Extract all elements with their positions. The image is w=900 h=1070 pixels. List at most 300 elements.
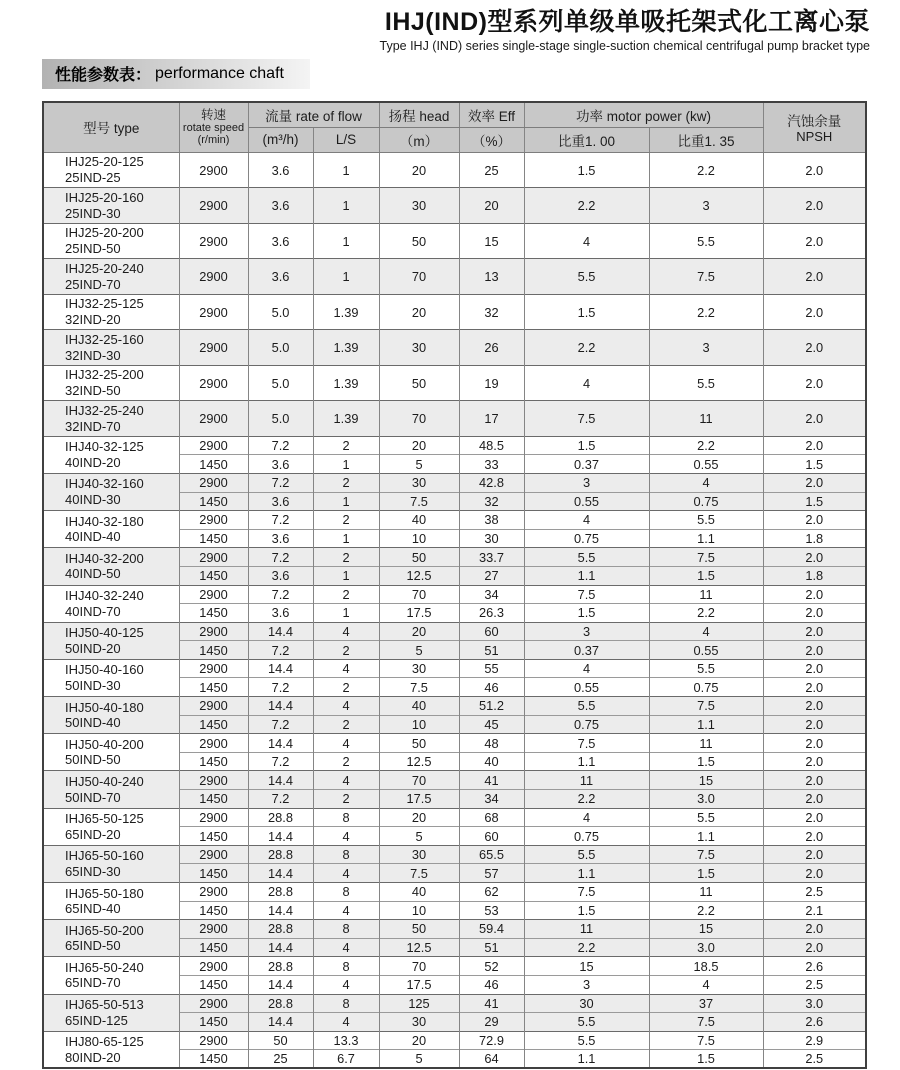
- cell-npsh: 2.5: [763, 975, 866, 994]
- model-type-cell: IHJ65-50-160 65IND-30: [43, 845, 179, 882]
- cell-flow_ls: 2: [313, 752, 379, 771]
- cell-head: 70: [379, 259, 459, 295]
- cell-p100: 2.2: [524, 188, 649, 224]
- model-type-cell: IHJ32-25-200 32IND-50: [43, 365, 179, 401]
- cell-speed: 1450: [179, 641, 248, 660]
- cell-flow_m3h: 14.4: [248, 1013, 313, 1032]
- cell-p135: 0.55: [649, 641, 763, 660]
- cell-p135: 4: [649, 622, 763, 641]
- cell-eff: 72.9: [459, 1031, 524, 1050]
- cell-eff: 41: [459, 771, 524, 790]
- cell-flow_ls: 4: [313, 771, 379, 790]
- cell-flow_ls: 2: [313, 548, 379, 567]
- cell-eff: 60: [459, 827, 524, 846]
- cell-flow_ls: 8: [313, 957, 379, 976]
- cell-p135: 11: [649, 883, 763, 902]
- cell-p135: 2.2: [649, 901, 763, 920]
- cell-eff: 51.2: [459, 697, 524, 716]
- cell-npsh: 2.0: [763, 188, 866, 224]
- cell-flow_m3h: 3.6: [248, 604, 313, 623]
- table-row: [43, 259, 866, 295]
- cell-eff: 46: [459, 975, 524, 994]
- model-type-cell: IHJ25-20-160 25IND-30: [43, 188, 179, 224]
- cell-head: 17.5: [379, 975, 459, 994]
- table-header: [43, 102, 866, 153]
- cell-npsh: 1.8: [763, 566, 866, 585]
- cell-p100: 3: [524, 975, 649, 994]
- cell-speed: 2900: [179, 845, 248, 864]
- cell-eff: 59.4: [459, 920, 524, 939]
- col-header-npsh: [763, 102, 866, 153]
- cell-p135: 4: [649, 473, 763, 492]
- cell-npsh: 2.0: [763, 864, 866, 883]
- performance-table: [42, 101, 867, 1070]
- col-header-eff: 效率 Eff: [459, 102, 524, 128]
- cell-flow_ls: 1.39: [313, 294, 379, 330]
- cell-p100: 2.2: [524, 790, 649, 809]
- cell-eff: 15: [459, 223, 524, 259]
- cell-flow_m3h: 50: [248, 1031, 313, 1050]
- cell-npsh: 2.0: [763, 808, 866, 827]
- cell-head: 17.5: [379, 604, 459, 623]
- cell-head: 50: [379, 223, 459, 259]
- model-type-cell: IHJ40-32-125 40IND-20: [43, 436, 179, 473]
- cell-npsh: 2.0: [763, 585, 866, 604]
- cell-speed: 1450: [179, 1050, 248, 1069]
- cell-p135: 3.0: [649, 790, 763, 809]
- cell-flow_ls: 4: [313, 734, 379, 753]
- cell-p100: 0.75: [524, 529, 649, 548]
- cell-eff: 55: [459, 659, 524, 678]
- cell-flow_m3h: 5.0: [248, 401, 313, 437]
- cell-p100: 1.1: [524, 864, 649, 883]
- cell-flow_m3h: 7.2: [248, 436, 313, 455]
- cell-npsh: 2.0: [763, 752, 866, 771]
- cell-eff: 65.5: [459, 845, 524, 864]
- cell-p135: 11: [649, 734, 763, 753]
- cell-speed: 1450: [179, 604, 248, 623]
- cell-p135: 1.1: [649, 715, 763, 734]
- cell-speed: 1450: [179, 752, 248, 771]
- cell-head: 20: [379, 294, 459, 330]
- cell-flow_m3h: 28.8: [248, 808, 313, 827]
- cell-p100: 1.5: [524, 901, 649, 920]
- cell-p135: 5.5: [649, 223, 763, 259]
- cell-p100: 4: [524, 365, 649, 401]
- cell-npsh: 1.5: [763, 492, 866, 511]
- cell-speed: 2900: [179, 259, 248, 295]
- cell-speed: 1450: [179, 790, 248, 809]
- cell-flow_m3h: 14.4: [248, 938, 313, 957]
- cell-flow_ls: 1: [313, 492, 379, 511]
- model-type-cell: IHJ32-25-240 32IND-70: [43, 401, 179, 437]
- cell-flow_m3h: 7.2: [248, 752, 313, 771]
- cell-npsh: 2.1: [763, 901, 866, 920]
- cell-flow_ls: 1: [313, 566, 379, 585]
- table-row: [43, 1031, 866, 1050]
- cell-p135: 5.5: [649, 659, 763, 678]
- cell-head: 12.5: [379, 566, 459, 585]
- cell-npsh: 2.0: [763, 152, 866, 188]
- cell-eff: 38: [459, 511, 524, 530]
- table-row: [43, 223, 866, 259]
- cell-flow_ls: 2: [313, 473, 379, 492]
- cell-head: 40: [379, 883, 459, 902]
- cell-flow_m3h: 14.4: [248, 975, 313, 994]
- cell-p100: 2.2: [524, 938, 649, 957]
- cell-p100: 3: [524, 473, 649, 492]
- cell-p100: 11: [524, 920, 649, 939]
- col-header-eff-unit: （%）: [459, 127, 524, 152]
- cell-p135: 2.2: [649, 294, 763, 330]
- cell-flow_m3h: 3.6: [248, 152, 313, 188]
- col-header-speed: [179, 102, 248, 153]
- cell-speed: 1450: [179, 492, 248, 511]
- cell-p100: 7.5: [524, 883, 649, 902]
- cell-flow_ls: 13.3: [313, 1031, 379, 1050]
- cell-p100: 11: [524, 771, 649, 790]
- cell-flow_ls: 1: [313, 188, 379, 224]
- cell-speed: 2900: [179, 401, 248, 437]
- cell-flow_ls: 4: [313, 975, 379, 994]
- cell-p100: 5.5: [524, 697, 649, 716]
- model-type-cell: IHJ25-20-200 25IND-50: [43, 223, 179, 259]
- table-row: [43, 659, 866, 678]
- col-header-head: 扬程 head: [379, 102, 459, 128]
- cell-p100: 1.5: [524, 152, 649, 188]
- cell-p135: 1.5: [649, 566, 763, 585]
- cell-flow_ls: 4: [313, 938, 379, 957]
- cell-p100: 0.55: [524, 492, 649, 511]
- page-subtitle: Type IHJ (IND) series single-stage single-suction chemical centrifugal pump bracket type: [379, 38, 870, 53]
- cell-flow_m3h: 3.6: [248, 492, 313, 511]
- cell-p135: 4: [649, 975, 763, 994]
- cell-eff: 34: [459, 585, 524, 604]
- col-header-head-unit: （m）: [379, 127, 459, 152]
- cell-speed: 2900: [179, 734, 248, 753]
- cell-eff: 60: [459, 622, 524, 641]
- table-row: [43, 473, 866, 492]
- col-header-power-100: 比重1. 00: [524, 127, 649, 152]
- model-type-cell: IHJ65-50-200 65IND-50: [43, 920, 179, 957]
- cell-flow_ls: 1: [313, 455, 379, 474]
- table-row: [43, 152, 866, 188]
- model-type-cell: IHJ32-25-125 32IND-20: [43, 294, 179, 330]
- cell-speed: 2900: [179, 365, 248, 401]
- cell-npsh: 2.0: [763, 436, 866, 455]
- cell-speed: 2900: [179, 585, 248, 604]
- cell-flow_m3h: 5.0: [248, 294, 313, 330]
- cell-flow_ls: 1: [313, 223, 379, 259]
- cell-eff: 41: [459, 994, 524, 1013]
- model-type-cell: IHJ50-40-180 50IND-40: [43, 697, 179, 734]
- cell-eff: 52: [459, 957, 524, 976]
- table-row: [43, 548, 866, 567]
- cell-flow_m3h: 7.2: [248, 790, 313, 809]
- col-header-power-135: 比重1. 35: [649, 127, 763, 152]
- table-row: [43, 365, 866, 401]
- cell-p135: 0.75: [649, 492, 763, 511]
- model-type-cell: IHJ50-40-160 50IND-30: [43, 659, 179, 696]
- cell-flow_m3h: 28.8: [248, 957, 313, 976]
- cell-flow_ls: 2: [313, 436, 379, 455]
- cell-eff: 26: [459, 330, 524, 366]
- cell-speed: 2900: [179, 188, 248, 224]
- title-block: [0, 0, 900, 53]
- cell-head: 17.5: [379, 790, 459, 809]
- cell-flow_ls: 8: [313, 883, 379, 902]
- cell-p100: 5.5: [524, 259, 649, 295]
- cell-head: 20: [379, 152, 459, 188]
- cell-head: 10: [379, 529, 459, 548]
- cell-speed: 2900: [179, 697, 248, 716]
- cell-speed: 1450: [179, 827, 248, 846]
- cell-head: 30: [379, 188, 459, 224]
- cell-p135: 5.5: [649, 808, 763, 827]
- cell-p135: 11: [649, 401, 763, 437]
- cell-p135: 37: [649, 994, 763, 1013]
- cell-flow_ls: 4: [313, 622, 379, 641]
- cell-eff: 51: [459, 641, 524, 660]
- cell-flow_m3h: 5.0: [248, 365, 313, 401]
- cell-npsh: 2.0: [763, 938, 866, 957]
- cell-speed: 2900: [179, 771, 248, 790]
- cell-speed: 1450: [179, 901, 248, 920]
- model-type-cell: IHJ80-65-125 80IND-20: [43, 1031, 179, 1068]
- cell-eff: 34: [459, 790, 524, 809]
- cell-flow_ls: 2: [313, 641, 379, 660]
- cell-flow_m3h: 14.4: [248, 697, 313, 716]
- cell-flow_m3h: 7.2: [248, 585, 313, 604]
- cell-npsh: 2.0: [763, 678, 866, 697]
- table-row: [43, 622, 866, 641]
- table-row: [43, 883, 866, 902]
- col-header-speed-en: rotate speed: [182, 122, 245, 135]
- model-type-cell: IHJ40-32-240 40IND-70: [43, 585, 179, 622]
- cell-p100: 30: [524, 994, 649, 1013]
- cell-p100: 4: [524, 511, 649, 530]
- cell-p135: 1.1: [649, 827, 763, 846]
- cell-eff: 32: [459, 294, 524, 330]
- model-type-cell: IHJ65-50-125 65IND-20: [43, 808, 179, 845]
- cell-npsh: 2.0: [763, 259, 866, 295]
- cell-flow_ls: 1: [313, 529, 379, 548]
- cell-p135: 7.5: [649, 845, 763, 864]
- cell-flow_m3h: 14.4: [248, 659, 313, 678]
- cell-p100: 0.37: [524, 455, 649, 474]
- table-body: [43, 152, 866, 1068]
- cell-npsh: 2.0: [763, 659, 866, 678]
- model-type-cell: IHJ40-32-160 40IND-30: [43, 473, 179, 510]
- cell-flow_m3h: 14.4: [248, 622, 313, 641]
- cell-npsh: 2.6: [763, 957, 866, 976]
- cell-p100: 1.1: [524, 566, 649, 585]
- cell-eff: 13: [459, 259, 524, 295]
- cell-head: 20: [379, 436, 459, 455]
- model-type-cell: IHJ65-50-513 65IND-125: [43, 994, 179, 1031]
- table-row: [43, 845, 866, 864]
- cell-speed: 2900: [179, 436, 248, 455]
- cell-p135: 15: [649, 771, 763, 790]
- cell-eff: 33.7: [459, 548, 524, 567]
- cell-head: 30: [379, 659, 459, 678]
- cell-head: 5: [379, 827, 459, 846]
- cell-p135: 15: [649, 920, 763, 939]
- cell-npsh: 2.0: [763, 511, 866, 530]
- table-row: [43, 436, 866, 455]
- model-type-cell: IHJ40-32-180 40IND-40: [43, 511, 179, 548]
- cell-p100: 1.5: [524, 604, 649, 623]
- cell-speed: 2900: [179, 957, 248, 976]
- model-type-cell: IHJ25-20-240 25IND-70: [43, 259, 179, 295]
- cell-speed: 2900: [179, 294, 248, 330]
- cell-speed: 1450: [179, 975, 248, 994]
- cell-npsh: 3.0: [763, 994, 866, 1013]
- cell-npsh: 2.5: [763, 1050, 866, 1069]
- cell-p135: 2.2: [649, 436, 763, 455]
- cell-eff: 57: [459, 864, 524, 883]
- cell-npsh: 2.0: [763, 697, 866, 716]
- cell-eff: 20: [459, 188, 524, 224]
- cell-flow_ls: 1: [313, 259, 379, 295]
- model-type-cell: IHJ50-40-240 50IND-70: [43, 771, 179, 808]
- model-type-cell: IHJ40-32-200 40IND-50: [43, 548, 179, 585]
- cell-head: 5: [379, 641, 459, 660]
- cell-head: 40: [379, 511, 459, 530]
- section-label-zh: 性能参数表：: [55, 67, 152, 85]
- cell-eff: 30: [459, 529, 524, 548]
- cell-p100: 0.55: [524, 678, 649, 697]
- cell-speed: 1450: [179, 715, 248, 734]
- col-header-flow-m3h: (m³/h): [248, 127, 313, 152]
- cell-p100: 4: [524, 659, 649, 678]
- cell-npsh: 2.0: [763, 771, 866, 790]
- cell-speed: 1450: [179, 529, 248, 548]
- cell-flow_ls: 1.39: [313, 330, 379, 366]
- cell-p135: 5.5: [649, 511, 763, 530]
- cell-flow_m3h: 3.6: [248, 259, 313, 295]
- col-header-speed-unit: (r/min): [197, 134, 230, 147]
- cell-flow_m3h: 3.6: [248, 566, 313, 585]
- cell-head: 70: [379, 585, 459, 604]
- section-header-bar: [42, 59, 310, 89]
- cell-npsh: 2.5: [763, 883, 866, 902]
- cell-flow_ls: 2: [313, 715, 379, 734]
- cell-p100: 0.37: [524, 641, 649, 660]
- cell-eff: 17: [459, 401, 524, 437]
- cell-head: 70: [379, 771, 459, 790]
- table-row: [43, 734, 866, 753]
- cell-p100: 4: [524, 223, 649, 259]
- cell-p100: 3: [524, 622, 649, 641]
- cell-head: 50: [379, 920, 459, 939]
- cell-p135: 7.5: [649, 548, 763, 567]
- table-row: [43, 585, 866, 604]
- cell-speed: 2900: [179, 152, 248, 188]
- cell-p100: 5.5: [524, 845, 649, 864]
- table-row: [43, 697, 866, 716]
- cell-eff: 51: [459, 938, 524, 957]
- table-row: [43, 994, 866, 1013]
- table-row: [43, 330, 866, 366]
- section-label-en: performance chaft: [155, 64, 284, 82]
- model-type-cell: IHJ50-40-125 50IND-20: [43, 622, 179, 659]
- cell-head: 40: [379, 697, 459, 716]
- cell-p100: 0.75: [524, 715, 649, 734]
- cell-head: 50: [379, 548, 459, 567]
- col-header-npsh-en: NPSH: [796, 129, 833, 145]
- cell-eff: 29: [459, 1013, 524, 1032]
- cell-head: 50: [379, 734, 459, 753]
- model-type-cell: IHJ65-50-240 65IND-70: [43, 957, 179, 994]
- cell-head: 30: [379, 473, 459, 492]
- cell-flow_ls: 4: [313, 864, 379, 883]
- cell-flow_ls: 2: [313, 678, 379, 697]
- cell-p135: 1.5: [649, 864, 763, 883]
- cell-flow_m3h: 3.6: [248, 223, 313, 259]
- cell-eff: 27: [459, 566, 524, 585]
- cell-speed: 2900: [179, 473, 248, 492]
- cell-npsh: 2.0: [763, 548, 866, 567]
- cell-speed: 2900: [179, 511, 248, 530]
- col-header-flow-ls: L/S: [313, 127, 379, 152]
- cell-head: 7.5: [379, 864, 459, 883]
- cell-eff: 42.8: [459, 473, 524, 492]
- cell-head: 5: [379, 455, 459, 474]
- cell-head: 30: [379, 845, 459, 864]
- cell-npsh: 2.0: [763, 365, 866, 401]
- model-type-cell: IHJ25-20-125 25IND-25: [43, 152, 179, 188]
- cell-head: 50: [379, 365, 459, 401]
- cell-flow_ls: 4: [313, 697, 379, 716]
- cell-flow_ls: 8: [313, 808, 379, 827]
- cell-p100: 2.2: [524, 330, 649, 366]
- cell-head: 10: [379, 901, 459, 920]
- cell-p100: 4: [524, 808, 649, 827]
- cell-eff: 48: [459, 734, 524, 753]
- cell-eff: 68: [459, 808, 524, 827]
- cell-flow_ls: 8: [313, 920, 379, 939]
- cell-eff: 53: [459, 901, 524, 920]
- cell-flow_ls: 6.7: [313, 1050, 379, 1069]
- cell-speed: 1450: [179, 566, 248, 585]
- cell-flow_m3h: 14.4: [248, 864, 313, 883]
- cell-flow_m3h: 28.8: [248, 994, 313, 1013]
- cell-npsh: 2.0: [763, 604, 866, 623]
- cell-eff: 25: [459, 152, 524, 188]
- cell-p135: 3: [649, 188, 763, 224]
- model-type-cell: IHJ65-50-180 65IND-40: [43, 883, 179, 920]
- cell-p135: 1.1: [649, 529, 763, 548]
- cell-flow_m3h: 28.8: [248, 920, 313, 939]
- cell-head: 125: [379, 994, 459, 1013]
- cell-p100: 1.5: [524, 436, 649, 455]
- cell-head: 12.5: [379, 752, 459, 771]
- cell-npsh: 2.0: [763, 294, 866, 330]
- cell-head: 12.5: [379, 938, 459, 957]
- cell-flow_ls: 1: [313, 152, 379, 188]
- cell-head: 7.5: [379, 678, 459, 697]
- cell-speed: 2900: [179, 920, 248, 939]
- cell-p100: 1.1: [524, 752, 649, 771]
- cell-npsh: 2.0: [763, 790, 866, 809]
- table-row: [43, 771, 866, 790]
- cell-flow_m3h: 14.4: [248, 901, 313, 920]
- cell-flow_m3h: 14.4: [248, 827, 313, 846]
- cell-flow_m3h: 3.6: [248, 529, 313, 548]
- cell-flow_ls: 4: [313, 901, 379, 920]
- cell-flow_ls: 8: [313, 845, 379, 864]
